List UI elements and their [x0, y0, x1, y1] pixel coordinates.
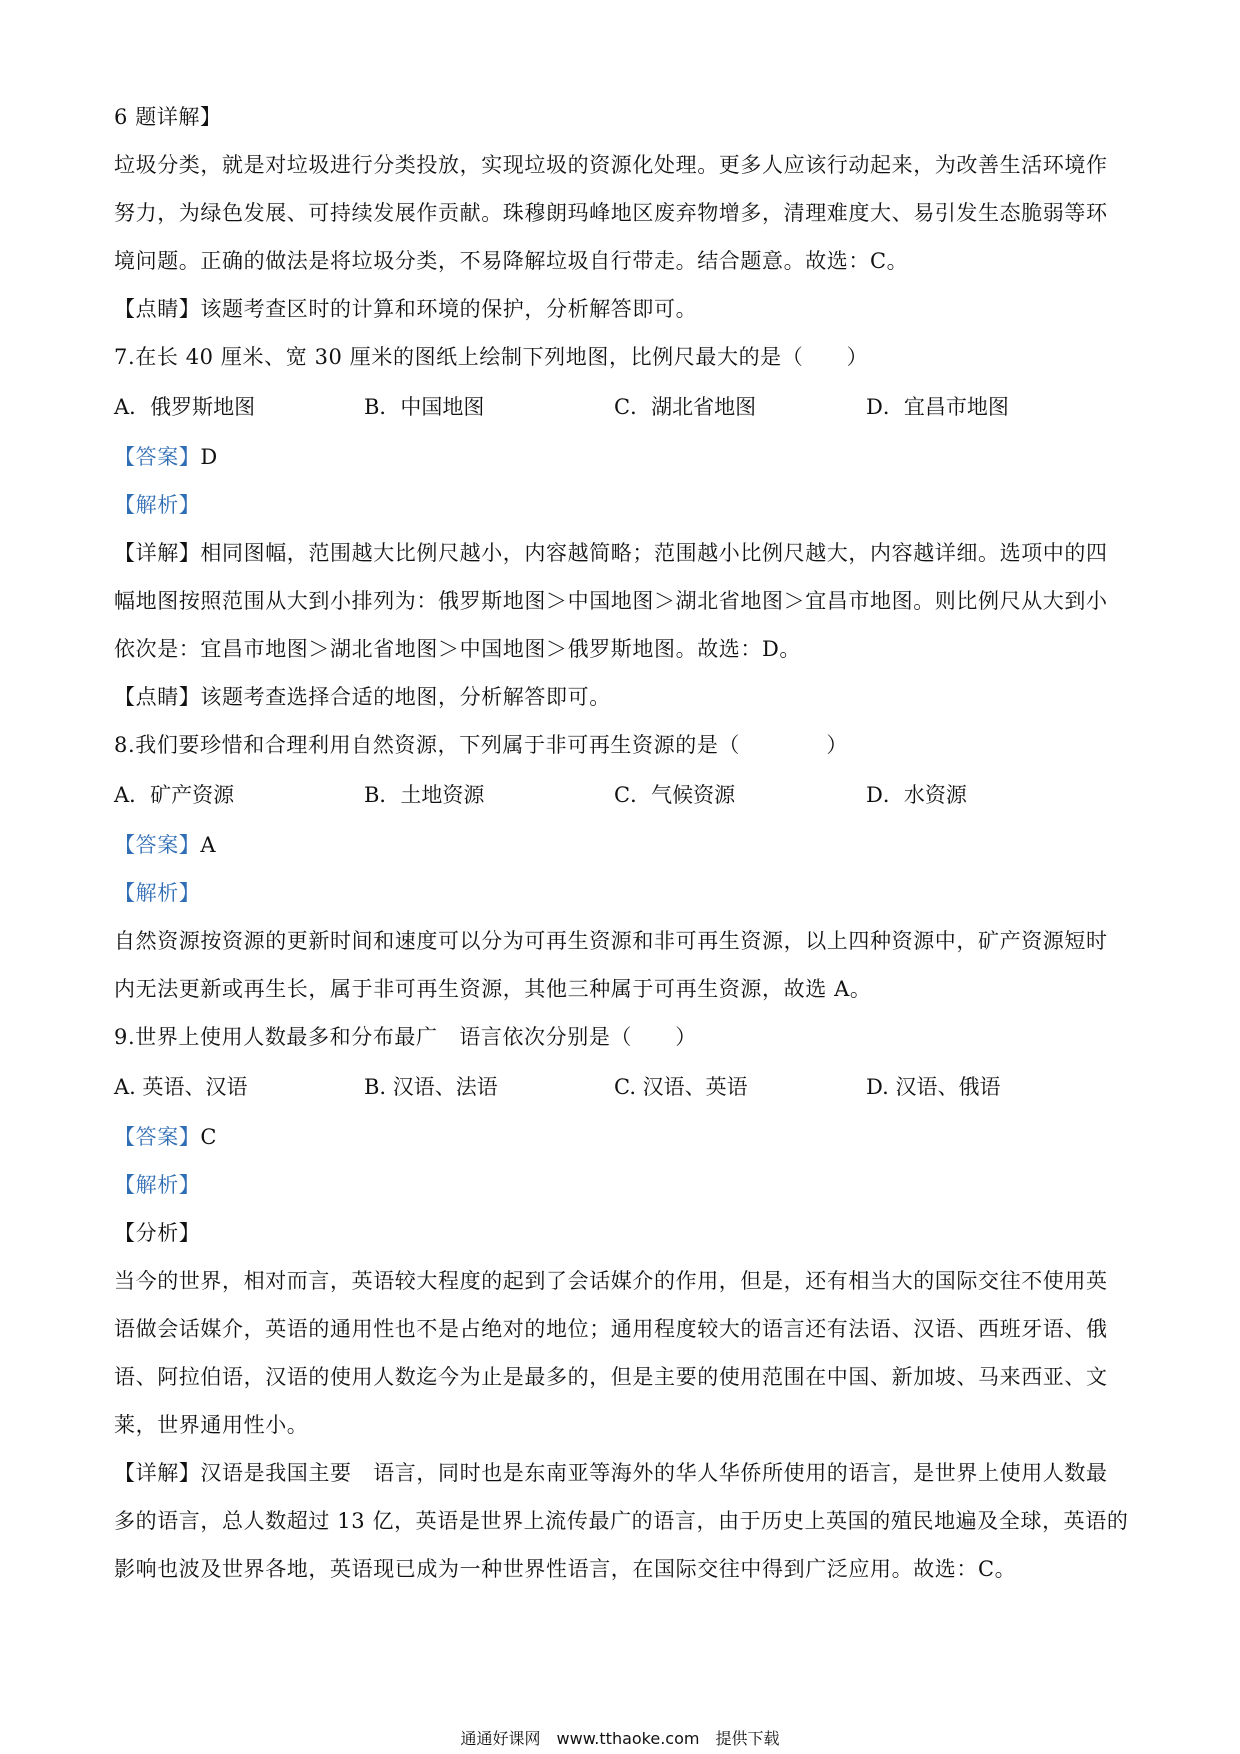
q9-detail-line: 多的语言，总人数超过 13 亿，英语是世界上流传最广的语言，由于历史上英国的殖民地遍及全球，英语的: [114, 1509, 1129, 1533]
q8-analysis-tag: 【解析】: [114, 881, 201, 905]
answer-value: C: [200, 1125, 218, 1149]
q9-detail-line: [114, 1458, 1134, 1488]
q6-comment: 【点睛】该题考查区时的计算和环境的保护，分析解答即可。: [114, 297, 698, 321]
answer-value: A: [200, 833, 217, 857]
q8-answer: [114, 830, 1134, 860]
q7-answer: [114, 442, 1134, 472]
answer-value: D: [200, 445, 218, 469]
detail-tag: 【详解】: [114, 541, 201, 565]
q9-fenxi-tag: 【分析】: [114, 1221, 201, 1245]
q8-option-c: C．气候资源: [614, 783, 736, 807]
q6-para-line: 垃圾分类，就是对垃圾进行分类投放，实现垃圾的资源化处理。更多人应该行动起来，为改善生活环境作: [114, 153, 1108, 177]
q9-option-b: B. 汉语、法语: [364, 1075, 498, 1099]
q8-analysis-line: 自然资源按资源的更新时间和速度可以分为可再生资源和非可再生资源，以上四种资源中，矿产资源短时: [114, 929, 1108, 953]
q9-answer: [114, 1122, 1134, 1152]
q9-option-a: A. 英语、汉语: [114, 1075, 248, 1099]
q8-option-d: D．水资源: [866, 783, 967, 807]
q9-detail-line: 影响也波及世界各地，英语现已成为一种世界性语言，在国际交往中得到广泛应用。故选：C。: [114, 1557, 1017, 1581]
q9-analysis-tag: 【解析】: [114, 1173, 201, 1197]
q8-option-a: A．矿产资源: [114, 783, 235, 807]
q6-para-line: 境问题。正确的做法是将垃圾分类，不易降解垃圾自行带走。结合题意。故选：C。: [114, 249, 909, 273]
q9-option-d: D. 汉语、俄语: [866, 1075, 1001, 1099]
q7-detail-line: [114, 538, 1134, 568]
q7-comment: 【点睛】该题考查选择合适的地图，分析解答即可。: [114, 685, 611, 709]
q7-stem: 7.在长 40 厘米、宽 30 厘米的图纸上绘制下列地图，比例尺最大的是（ ）: [114, 345, 869, 369]
answer-tag: 【答案】: [114, 1125, 201, 1149]
q9-fenxi-line: 当今的世界，相对而言，英语较大程度的起到了会话媒介的作用，但是，还有相当大的国际交往不使用英: [114, 1269, 1108, 1293]
q9-fenxi-line: 语、阿拉伯语，汉语的使用人数迄今为止是最多的，但是主要的使用范围在中国、新加坡、马来西亚、文: [114, 1365, 1108, 1389]
page-footer: 通通好课网 www.tthaoke.com 提供下载: [460, 1729, 780, 1748]
q8-option-b: B．土地资源: [364, 783, 485, 807]
q9-fenxi-line: 语做会话媒介，英语的通用性也不是占绝对的地位；通用程度较大的语言还有法语、汉语、西班牙语、俄: [114, 1317, 1108, 1341]
q7-option-b: B．中国地图: [364, 395, 485, 419]
q7-option-c: C．湖北省地图: [614, 395, 757, 419]
detail-text: 汉语是我国主要 语言，同时也是东南亚等海外的华人华侨所使用的语言，是世界上使用人数最: [200, 1461, 1108, 1485]
answer-tag: 【答案】: [114, 445, 201, 469]
q8-stem: 8.我们要珍惜和合理利用自然资源，下列属于非可再生资源的是（ ）: [114, 733, 849, 757]
q7-analysis-tag: 【解析】: [114, 493, 201, 517]
q9-option-c: C. 汉语、英语: [614, 1075, 748, 1099]
q6-heading: 6 题详解】: [114, 105, 222, 129]
q7-option-d: D．宜昌市地图: [866, 395, 1009, 419]
q7-option-a: A．俄罗斯地图: [114, 395, 256, 419]
q7-detail-line: 幅地图按照范围从大到小排列为：俄罗斯地图＞中国地图＞湖北省地图＞宜昌市地图。则比例尺从大到小: [114, 589, 1108, 613]
q9-fenxi-line: 莱，世界通用性小。: [114, 1413, 309, 1437]
detail-tag: 【详解】: [114, 1461, 201, 1485]
q9-stem: 9.世界上使用人数最多和分布最广 语言依次分别是（ ）: [114, 1025, 697, 1049]
q8-analysis-line: 内无法更新或再生长，属于非可再生资源，其他三种属于可再生资源，故选 A。: [114, 977, 872, 1001]
q6-para-line: 努力，为绿色发展、可持续发展作贡献。珠穆朗玛峰地区废弃物增多，清理难度大、易引发生态脆弱等环: [114, 201, 1108, 225]
answer-tag: 【答案】: [114, 833, 201, 857]
detail-text: 相同图幅，范围越大比例尺越小，内容越简略；范围越小比例尺越大，内容越详细。选项中的四: [200, 541, 1108, 565]
q7-detail-line: 依次是：宜昌市地图＞湖北省地图＞中国地图＞俄罗斯地图。故选：D。: [114, 637, 802, 661]
